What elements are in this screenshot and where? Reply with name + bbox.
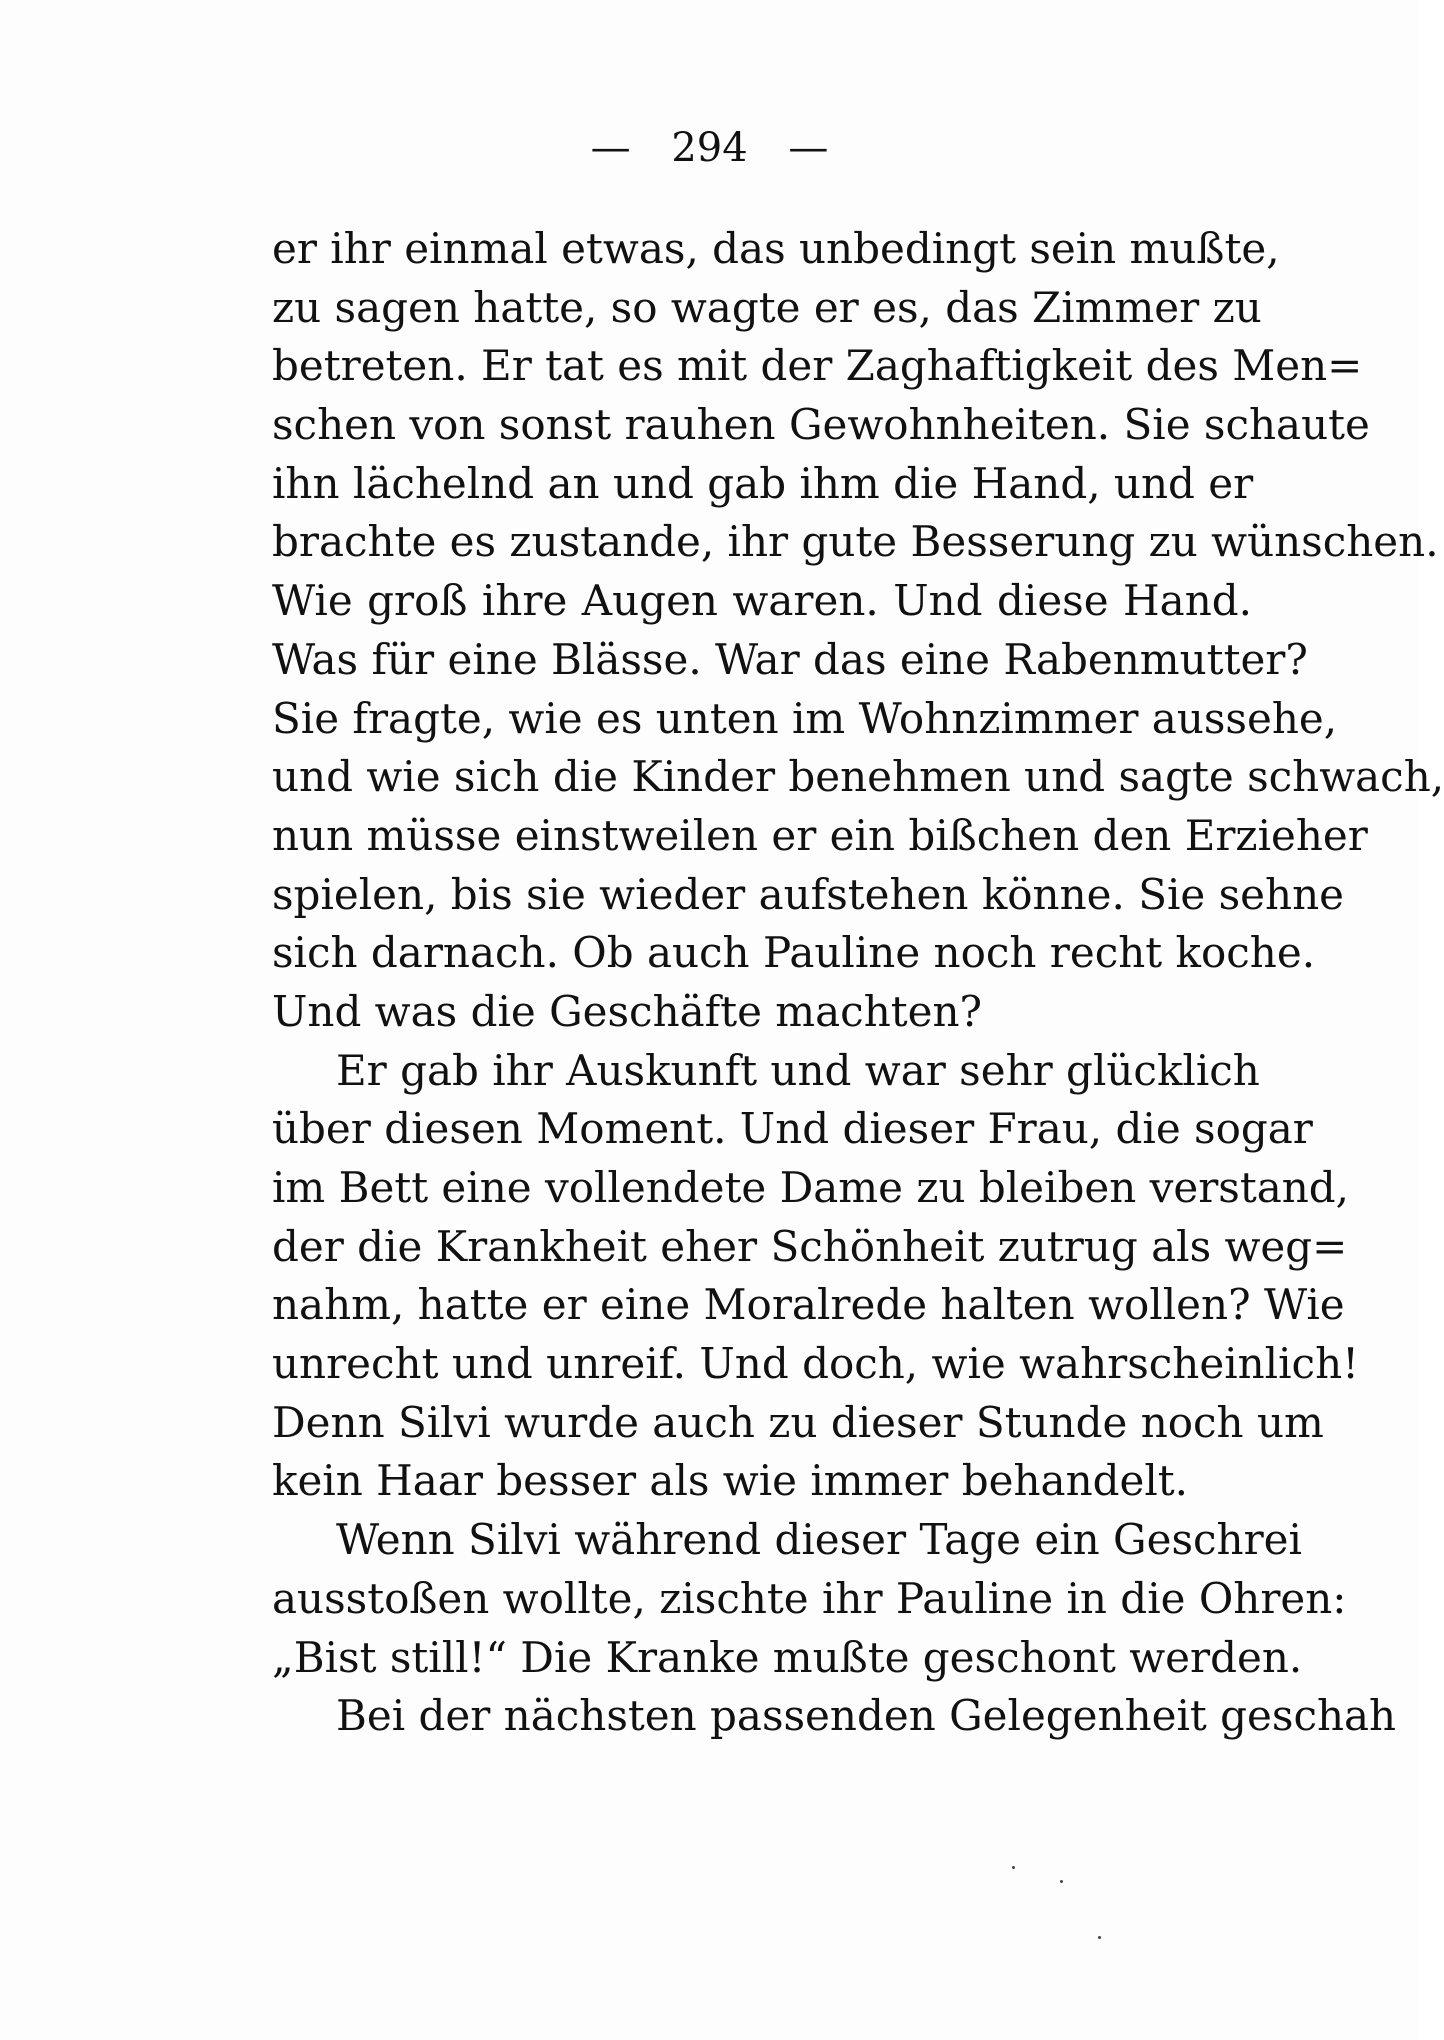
scan-speck <box>1012 1866 1015 1869</box>
text-line: sich darnach. Ob auch Pauline noch recht koche. <box>272 928 1316 978</box>
scan-speck <box>1060 1880 1063 1883</box>
body-text <box>272 220 1444 1746</box>
text-line: nahm, hatte er eine Moralrede halten wollen? Wie <box>272 1280 1345 1330</box>
paragraph-3 <box>272 1511 1347 1687</box>
text-line: unrecht und unreif. Und doch, wie wahrscheinlich! <box>272 1339 1359 1389</box>
text-line: „Bist still!“ Die Kranke mußte geschont werden. <box>272 1632 1303 1682</box>
text-line: Wie groß ihre Augen waren. Und diese Hand. <box>272 576 1252 626</box>
text-line: kein Haar besser als wie immer behandelt. <box>272 1456 1189 1506</box>
text-line: spielen, bis sie wieder aufstehen könne. Sie sehne <box>272 869 1344 919</box>
text-line: ausstoßen wollte, zischte ihr Pauline in die Ohren: <box>272 1573 1347 1623</box>
text-line: Was für eine Blässe. War das eine Rabenmutter? <box>272 634 1308 684</box>
scan-speck <box>1098 1936 1101 1939</box>
text-line: schen von sonst rauhen Gewohnheiten. Sie schaute <box>272 400 1370 450</box>
text-line: ihn lächelnd an und gab ihm die Hand, und er <box>272 458 1254 508</box>
text-line: Wenn Silvi während dieser Tage ein Geschrei <box>336 1515 1302 1565</box>
text-line: Bei der nächsten passenden Gelegenheit geschah <box>336 1691 1397 1741</box>
text-line: Er gab ihr Auskunft und war sehr glücklich <box>336 1045 1260 1095</box>
text-line: über diesen Moment. Und dieser Frau, die sogar <box>272 1104 1313 1154</box>
text-line: Sie fragte, wie es unten im Wohnzimmer aussehe, <box>272 693 1338 743</box>
header-dash-right: — <box>788 125 829 171</box>
text-line: er ihr einmal etwas, das unbedingt sein mußte, <box>272 224 1280 273</box>
text-line: brachte es zustande, ihr gute Besserung zu wünschen. <box>272 517 1439 567</box>
text-line: nun müsse einstweilen er ein bißchen den Erzieher <box>272 810 1368 860</box>
paragraph-2 <box>272 1042 1359 1512</box>
text-line: Und was die Geschäfte machten? <box>272 986 983 1036</box>
paragraph-1 <box>272 220 1444 1042</box>
text-line: Denn Silvi wurde auch zu dieser Stunde noch um <box>272 1397 1324 1447</box>
text-line: und wie sich die Kinder benehmen und sagte schwach, <box>272 752 1444 802</box>
text-line: betreten. Er tat es mit der Zaghaftigkeit des Men= <box>272 341 1363 391</box>
text-line: zu sagen hatte, so wagte er es, das Zimmer zu <box>272 282 1262 332</box>
page-number: 294 <box>671 125 748 171</box>
text-line: im Bett eine vollendete Dame zu bleiben verstand, <box>272 1163 1350 1212</box>
page-header <box>0 118 1419 178</box>
paragraph-4 <box>272 1687 1397 1746</box>
text-line: der die Krankheit eher Schönheit zutrug als weg= <box>272 1221 1348 1271</box>
header-dash-left: — <box>590 125 631 171</box>
